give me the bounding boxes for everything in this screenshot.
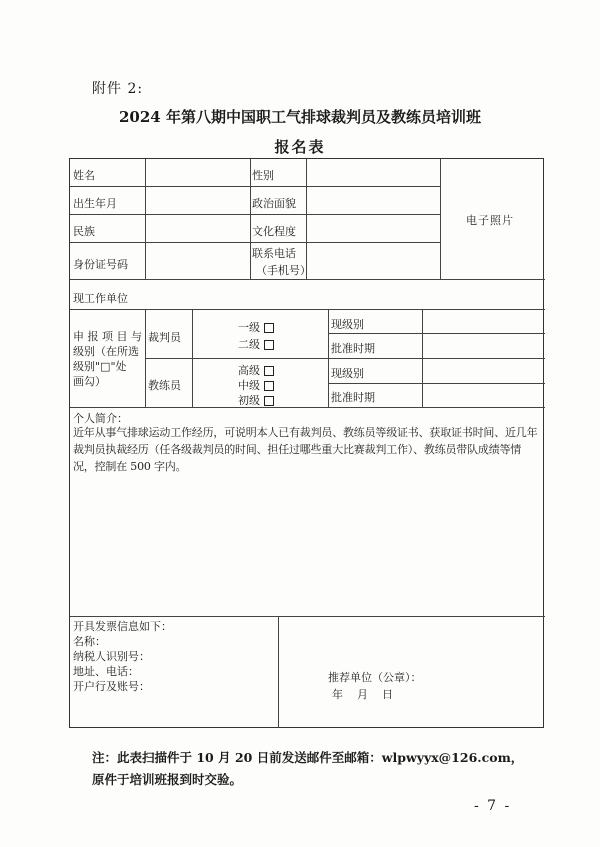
footer-note-line2: 原件于培训班报到时交验。 <box>92 772 243 787</box>
education-label: 文化程度 <box>252 225 296 238</box>
id-number-field[interactable] <box>146 249 249 275</box>
birth-label: 出生年月 <box>73 197 117 210</box>
referee-level-1[interactable]: 一级 <box>238 319 274 335</box>
intro-field[interactable] <box>73 479 541 611</box>
workplace-label: 现工作单位 <box>73 292 128 305</box>
gender-label: 性别 <box>252 169 274 182</box>
document-title: 2024 年第八期中国职工气排球裁判员及教练员培训班 <box>119 108 481 126</box>
coach-level-senior[interactable]: 高级 <box>238 362 274 378</box>
form-title: 报名表 <box>274 138 326 156</box>
photo-placeholder[interactable]: 电子照片 <box>466 214 514 227</box>
name-field[interactable] <box>146 165 249 184</box>
phone-label: 联系电话 <box>252 247 296 260</box>
coach-current-level-field[interactable] <box>424 361 542 380</box>
page-number: - 7 - <box>474 798 512 814</box>
attachment-label: 附件 2: <box>92 81 144 97</box>
name-label: 姓名 <box>73 169 95 182</box>
coach-level-junior[interactable]: 初级 <box>238 392 274 408</box>
coach-approval-time-field[interactable] <box>424 386 542 405</box>
checkbox[interactable] <box>264 323 274 333</box>
apply-instruction: 申 报 项 目 与 级别（在所选 级别"□"处 画勾） <box>73 330 142 388</box>
intro-instructions: 近年从事气排球运动工作经历，可说明本人已有裁判员、教练员等级证书、获取证书时间、近几年裁判员执裁经历（任各级裁判员的时间、担任过哪些重大比赛裁判工作）、教练员带队成绩等情况，控制在 500 字内。 <box>73 426 538 473</box>
date-line: 年 月 日 <box>332 688 393 701</box>
birth-field[interactable] <box>146 192 249 211</box>
intro-label: 个人简介： <box>73 412 128 425</box>
referee-label: 裁判员 <box>148 331 181 344</box>
gender-field[interactable] <box>308 165 438 184</box>
checkbox[interactable] <box>264 396 274 406</box>
coach-approval-time-label: 批准时期 <box>331 391 375 404</box>
referee-level-2[interactable]: 二级 <box>238 336 274 352</box>
referee-approval-time-label: 批准时期 <box>331 342 375 355</box>
education-field[interactable] <box>308 220 438 239</box>
id-number-label: 身份证号码 <box>73 258 128 271</box>
invoice-info[interactable]: 开具发票信息如下： 名称： 纳税人识别号： 地址、电话： 开户行及账号： <box>73 620 172 693</box>
political-label: 政治面貌 <box>252 197 296 210</box>
footer-note-line1: 注：此表扫描件于 10 月 20 日前发送邮件至邮箱：wlpwyyx@126.com， <box>92 750 524 765</box>
phone-sublabel: （手机号） <box>256 264 311 277</box>
registration-form-table <box>69 158 544 728</box>
referee-current-level-label: 现级别 <box>331 318 364 331</box>
ethnicity-label: 民族 <box>73 225 95 238</box>
coach-current-level-label: 现级别 <box>331 367 364 380</box>
recommend-unit-label: 推荐单位（公章）： <box>328 671 422 684</box>
checkbox[interactable] <box>264 340 274 350</box>
political-field[interactable] <box>308 192 438 211</box>
referee-approval-time-field[interactable] <box>424 336 542 355</box>
checkbox[interactable] <box>264 381 274 391</box>
referee-current-level-field[interactable] <box>424 312 542 331</box>
coach-label: 教练员 <box>148 379 181 392</box>
coach-level-intermediate[interactable]: 中级 <box>238 377 274 393</box>
ethnicity-field[interactable] <box>146 220 249 239</box>
workplace-field[interactable] <box>146 283 542 305</box>
checkbox[interactable] <box>264 366 274 376</box>
phone-field[interactable] <box>308 249 438 275</box>
